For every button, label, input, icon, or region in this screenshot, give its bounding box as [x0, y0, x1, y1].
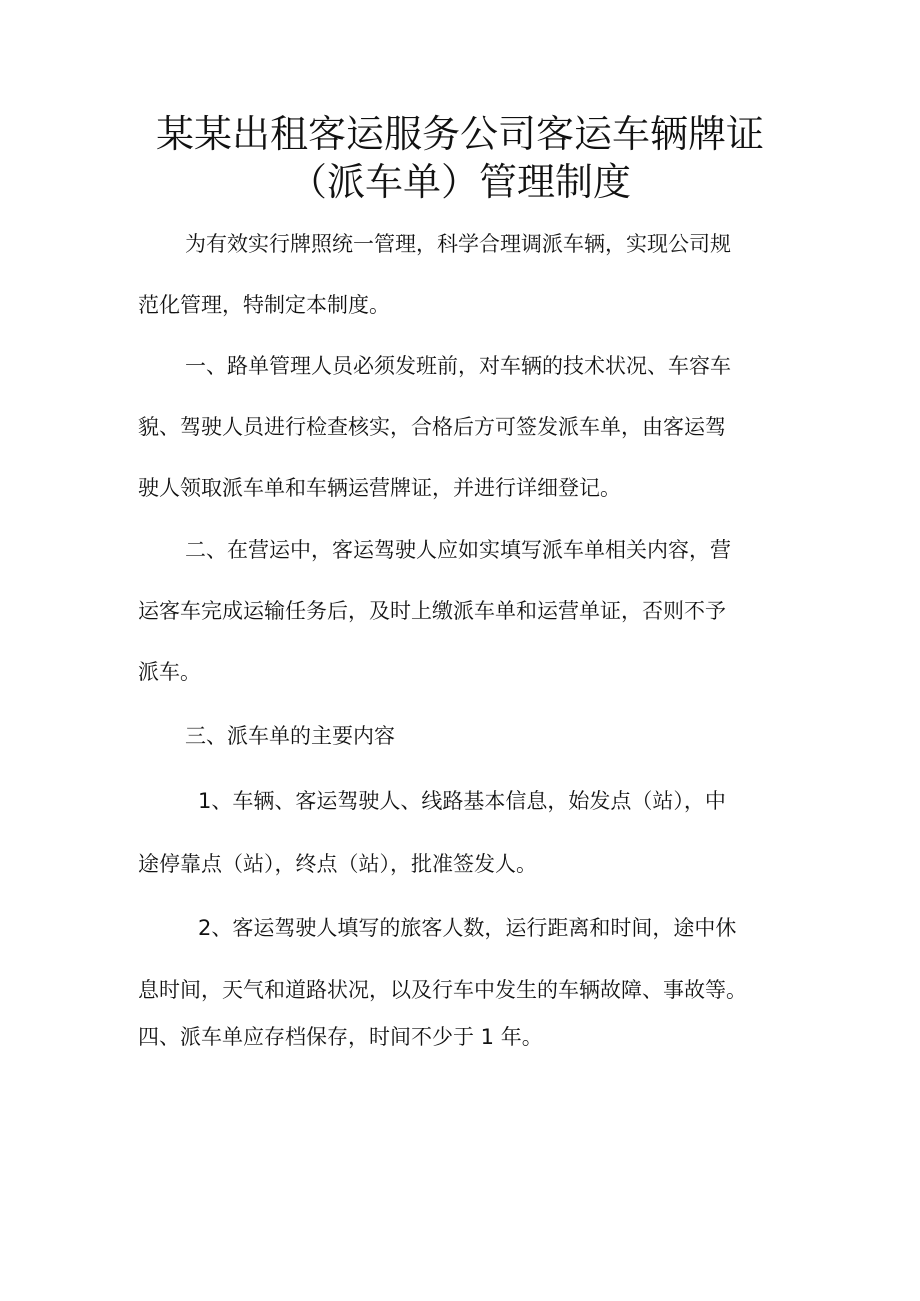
paragraph-line: 三、派车单的主要内容 [185, 724, 395, 748]
paragraph-line: 二、在营运中，客运驾驶人应如实填写派车单相关内容，营 [185, 538, 731, 562]
paragraph-line: 一、路单管理人员必须发班前，对车辆的技术状况、车容车 [185, 354, 731, 378]
document-title-line-2: （派车单）管理制度 [288, 160, 631, 204]
paragraph-line: 运客车完成运输任务后，及时上缴派车单和运营单证，否则不予 [138, 599, 726, 623]
paragraph-line: 范化管理，特制定本制度。 [138, 293, 390, 317]
document-title-line-1: 某某出租客运服务公司客运车辆牌证 [155, 112, 764, 156]
paragraph-line: 2、客运驾驶人填写的旅客人数，运行距离和时间，途中休 [198, 916, 737, 940]
paragraph-line: 四、派车单应存档保存，时间不少于 1 年。 [138, 1025, 543, 1049]
paragraph-line: 貌、驾驶人员进行检查核实，合格后方可签发派车单，由客运驾 [138, 415, 726, 439]
paragraph-line: 为有效实行牌照统一管理，科学合理调派车辆，实现公司规 [185, 232, 731, 256]
paragraph-line: 途停靠点（站），终点（站），批准签发人。 [138, 852, 537, 876]
paragraph-line: 1、车辆、客运驾驶人、线路基本信息，始发点（站），中 [198, 789, 726, 813]
paragraph-line: 驶人领取派车单和车辆运营牌证，并进行详细登记。 [138, 476, 621, 500]
paragraph-line: 派车。 [138, 660, 201, 684]
paragraph-line: 息时间，天气和道路状况，以及行车中发生的车辆故障、事故等。 [138, 978, 747, 1002]
